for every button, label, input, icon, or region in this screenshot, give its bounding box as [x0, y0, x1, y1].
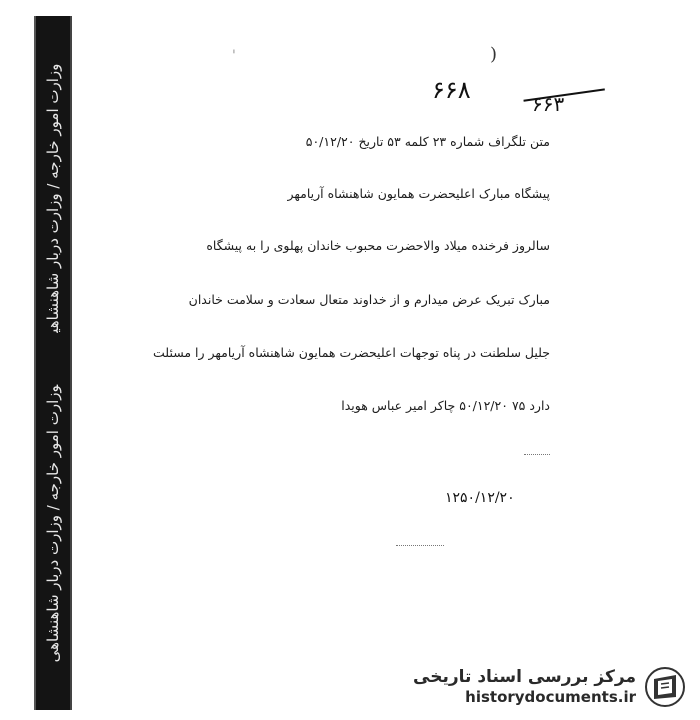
- divider-dash: [524, 454, 550, 455]
- watermark-url: historydocuments.ir: [465, 688, 636, 707]
- handwritten-tick: ': [232, 48, 236, 64]
- watermark: [413, 666, 686, 708]
- watermark-title: مرکز بررسی اسناد تاریخی: [413, 667, 636, 687]
- addressee-line: پیشگاه مبارک اعلیحضرت همایون شاهنشاه آریامهر: [287, 186, 550, 201]
- divider-dash: [396, 545, 444, 546]
- body-line-2: مبارک تبریک عرض میدارم و از خداوند متعال سعادت و سلامت خاندان: [188, 292, 550, 307]
- handwritten-date: ۱۲۵۰/۱۲/۲۰: [445, 490, 515, 506]
- archive-side-stamp: [34, 16, 72, 710]
- body-line-3: جلیل سلطنت در پناه توجهات اعلیحضرت همایون شاهنشاه آریامهر را مسئلت: [153, 345, 550, 360]
- signature-line: دارد ۷۵ ۵۰/۱۲/۲۰ چاکر امیر عباس هویدا: [341, 398, 550, 413]
- telegram-header-line: متن تلگراف شماره ۲۳ کلمه ۵۳ تاریخ ۵۰/۱۲/۲۰: [305, 134, 550, 149]
- body-line-1: سالروز فرخنده میلاد والاحضرت محبوب خاندان پهلوی را به پیشگاه: [206, 238, 550, 253]
- struck-document-number: ۶۶۳: [532, 92, 565, 116]
- document-number: ۶۶۸: [432, 76, 471, 104]
- side-stamp-text: وزارت امور خارجه / وزارت دربار شاهنشاهیوزارت امور خارجه / وزارت دربار شاهنشاهی: [44, 63, 62, 663]
- handwritten-paren: (: [490, 44, 498, 65]
- archive-logo-icon: [644, 666, 686, 708]
